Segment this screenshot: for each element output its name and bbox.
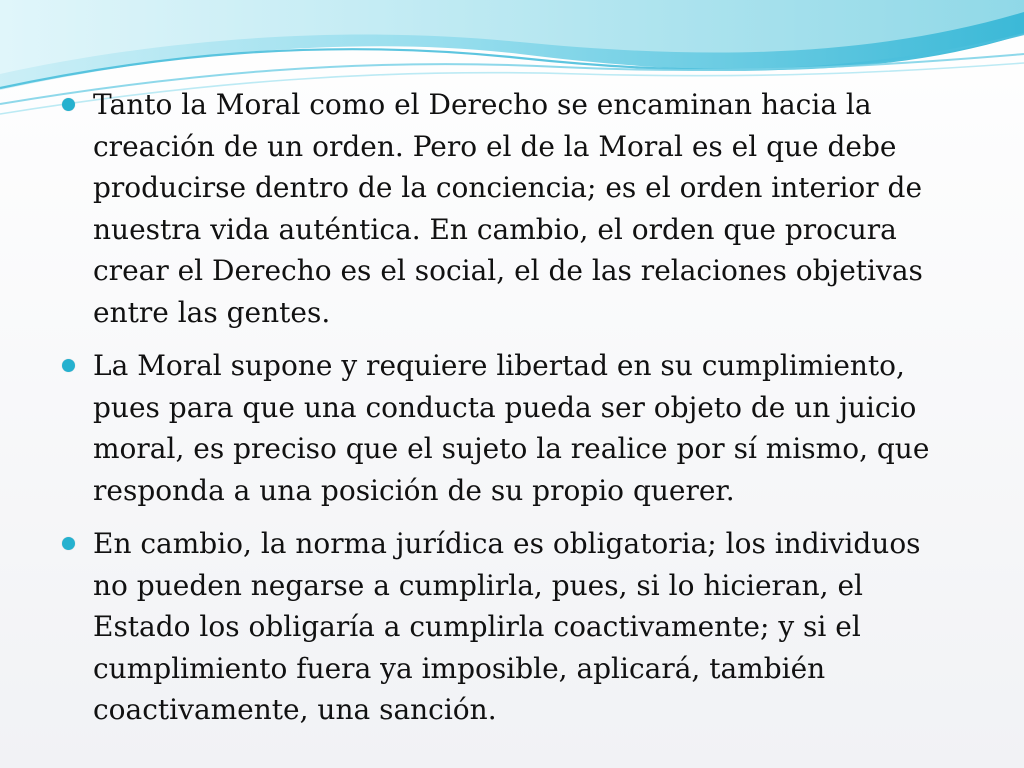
slide-content — [62, 84, 962, 743]
bullet-item-2 — [62, 345, 962, 511]
bullet-item-3 — [62, 523, 962, 731]
bullet-item-1 — [62, 84, 962, 333]
bullet-dot-icon — [62, 359, 75, 372]
bullet-dot-icon — [62, 98, 75, 111]
bullet-text-1: Tanto la Moral como el Derecho se encaminan hacia la creación de un orden. Pero el de la Moral es el que debe producirse dentro de la conciencia; es el orden interior de nuestra vida auténtica. En cambio, el orden que procura crear el Derecho es el social, el de las relaciones objetivas entre las gentes. — [93, 88, 923, 329]
bullet-dot-icon — [62, 537, 75, 550]
bullet-list — [62, 84, 962, 731]
bullet-text-3: En cambio, la norma jurídica es obligatoria; los individuos no pueden negarse a cumplirla, pues, si lo hicieran, el Estado los obligaría a cumplirla coactivamente; y si el cumplimiento fuera ya imposible, aplicará, también coactivamente, una sanción. — [93, 527, 921, 726]
bullet-text-2: La Moral supone y requiere libertad en su cumplimiento, pues para que una conducta pueda ser objeto de un juicio moral, es preciso que el sujeto la realice por sí mismo, que responda a una posición de su propio querer. — [93, 349, 930, 507]
